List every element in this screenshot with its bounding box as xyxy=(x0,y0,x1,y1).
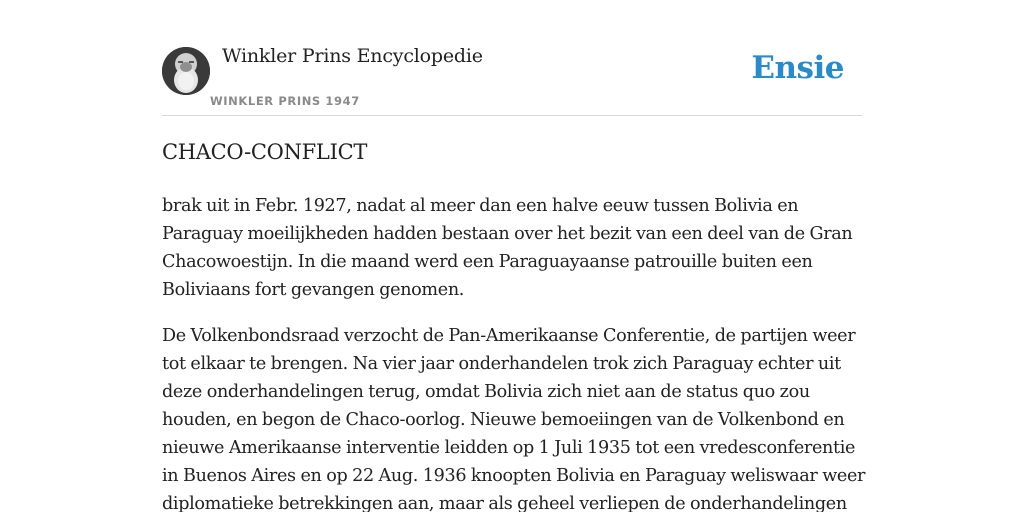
portrait-avatar-icon[interactable] xyxy=(162,47,210,95)
text-line: tot elkaar te brengen. Na vier jaar onderhandelen trok zich Paraguay echter uit xyxy=(162,354,841,374)
text-line: nieuwe Amerikaanse interventie leidden op 1 Juli 1935 tot een vredesconferentie xyxy=(162,438,856,458)
article-body xyxy=(162,192,866,512)
text-line: De Volkenbondsraad verzocht de Pan-Amerikaanse Conferentie, de partijen weer xyxy=(162,326,856,346)
paragraph xyxy=(162,322,866,512)
header xyxy=(162,0,862,116)
text-line: Boliviaans fort gevangen genomen. xyxy=(162,280,465,300)
text-line: brak uit in Febr. 1927, nadat al meer dan een halve eeuw tussen Bolivia en xyxy=(162,196,799,216)
article-page xyxy=(162,0,866,512)
avatar-portrait-graphic xyxy=(162,47,210,95)
text-line: Chacowoestijn. In die maand werd een Paraguayaanse patrouille buiten een xyxy=(162,252,813,272)
text-line: in Buenos Aires en op 22 Aug. 1936 knoopten Bolivia en Paraguay weliswaar weer xyxy=(162,466,866,486)
paragraph xyxy=(162,192,862,304)
text-line: houden, en begon de Chaco-oorlog. Nieuwe bemoeiingen van de Volkenbond en xyxy=(162,410,845,430)
article-title: CHACO-CONFLICT xyxy=(162,140,368,164)
site-name[interactable]: Winkler Prins Encyclopedie xyxy=(222,45,483,67)
text-line: Paraguay moeilijkheden hadden bestaan over het bezit van een deel van de Gran xyxy=(162,224,853,244)
text-line: deze onderhandelingen terug, omdat Bolivia zich niet aan de status quo zou xyxy=(162,382,810,402)
text-line: diplomatieke betrekkingen aan, maar als geheel verliepen de onderhandelingen xyxy=(162,494,847,512)
brand-logo[interactable]: Ensie xyxy=(751,50,844,86)
edition-label[interactable]: WINKLER PRINS 1947 xyxy=(210,94,360,108)
